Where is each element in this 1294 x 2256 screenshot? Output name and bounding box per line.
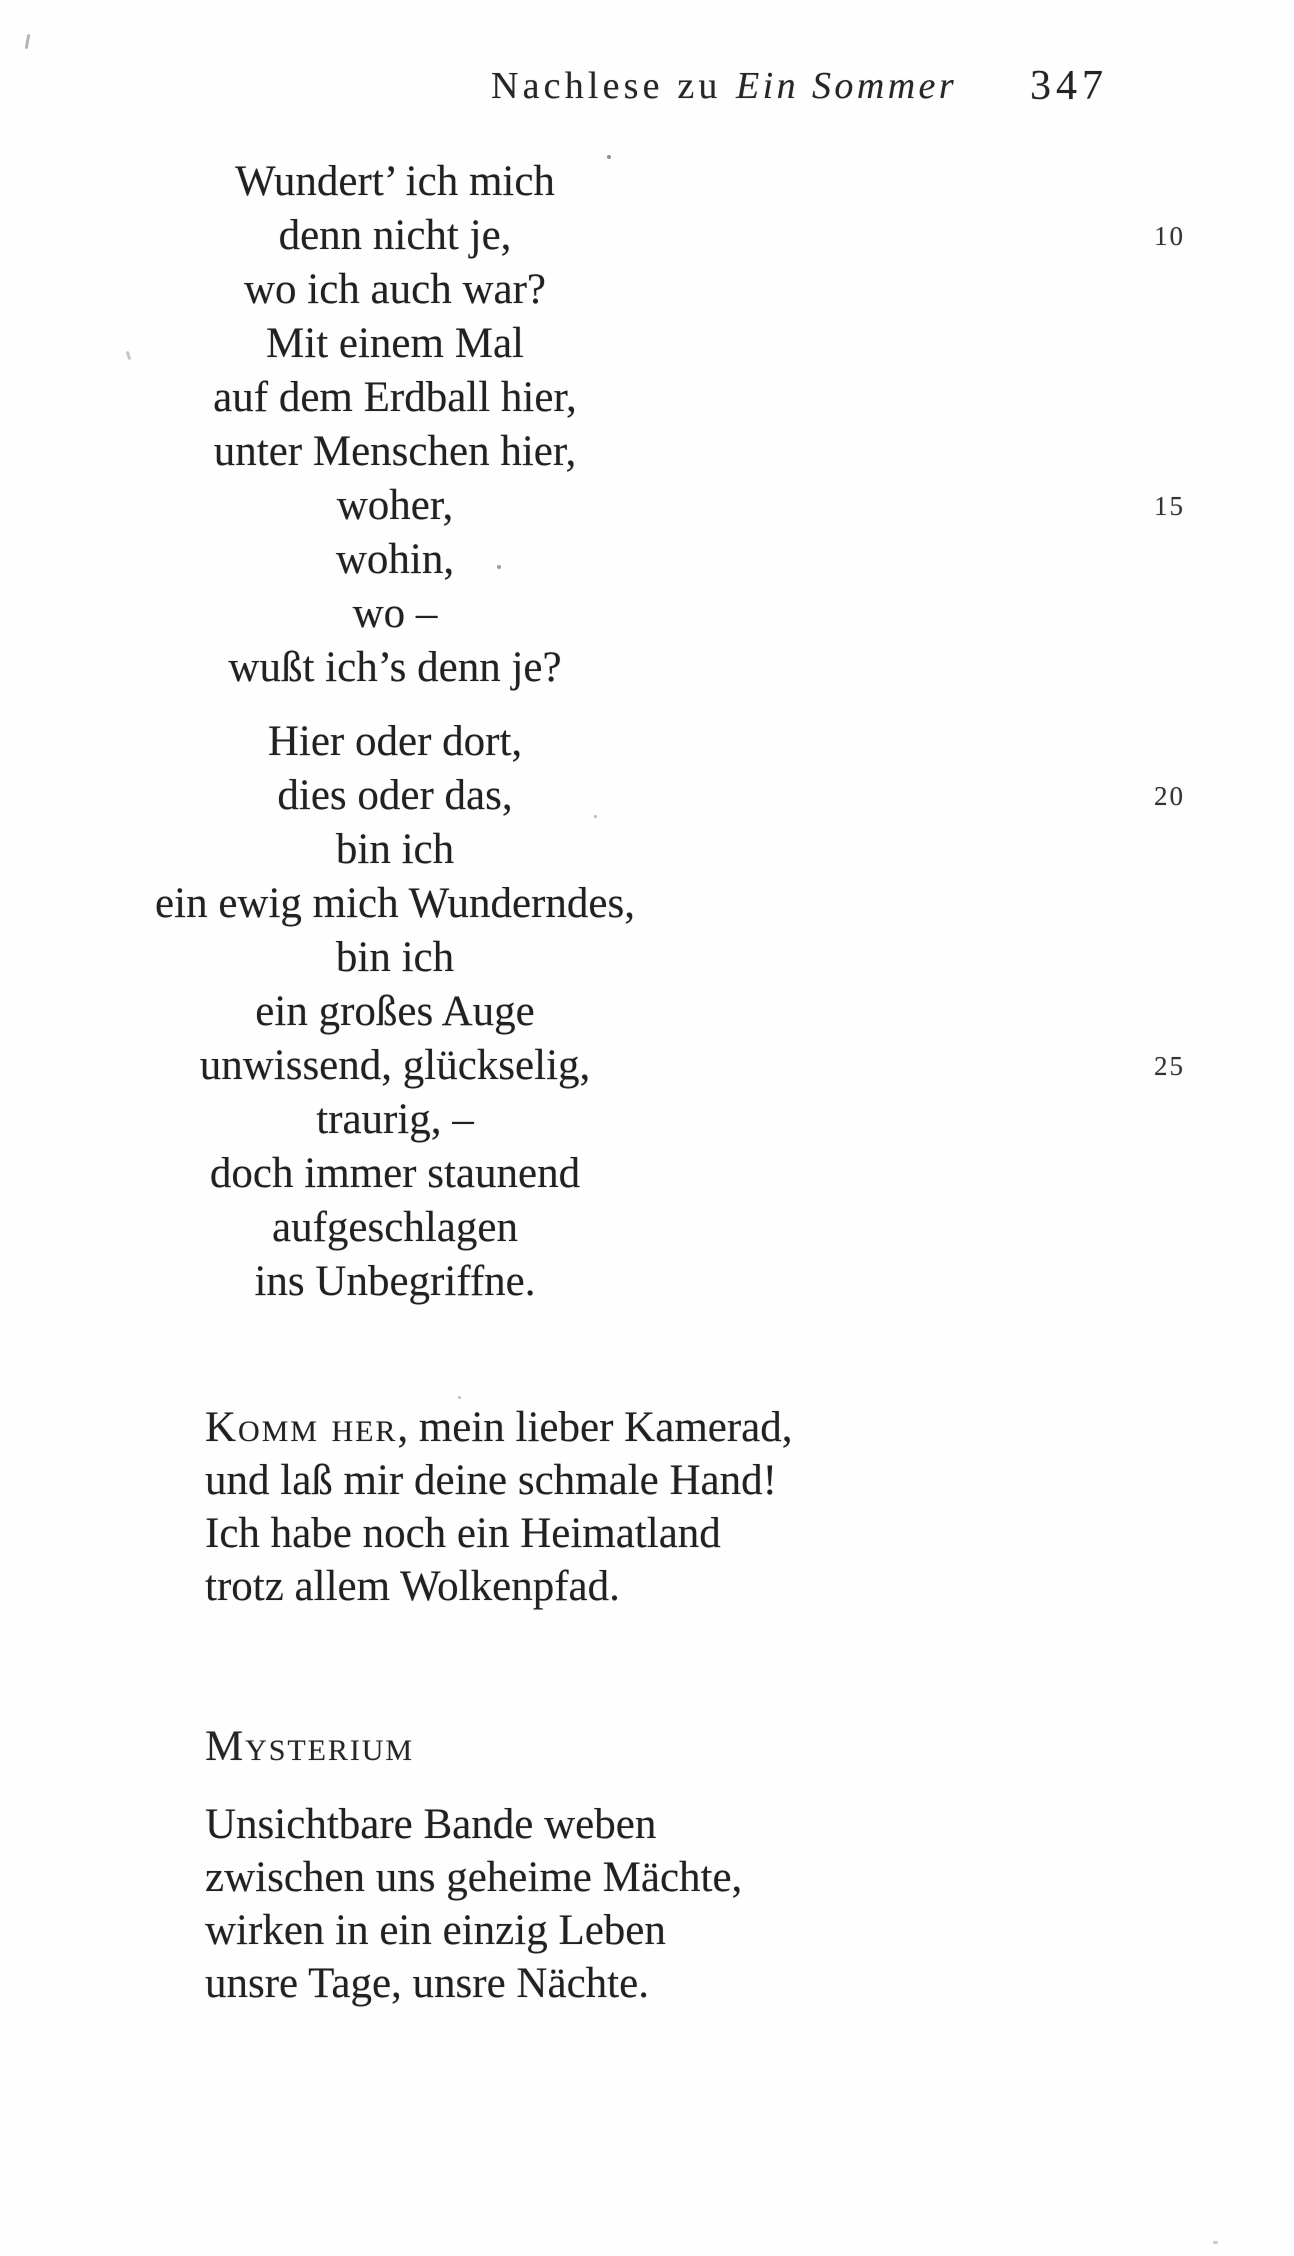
incipit-smallcaps: Komm her [205,1404,398,1451]
running-head-work-title: Ein Sommer [736,65,958,107]
poem-line: bin ich [335,934,455,981]
poem-komm-her [205,1401,793,1613]
poem-line: aufgeschlagen [272,1204,518,1251]
margin-line-number-10: 10 [1154,221,1185,251]
poem-line: bin ich [335,826,455,873]
poem-line: unwissend, glückselig, [199,1042,591,1089]
poem-line: wo – [352,590,438,637]
poem-line: doch immer staunend [209,1150,581,1197]
poem-line: woher, [336,482,454,529]
running-head [491,64,957,108]
poem-line: Unsichtbare Bande weben [205,1801,657,1848]
scan-speckle [607,155,611,159]
scan-speckle [594,815,597,818]
poem-line: ein ewig mich Wunderndes, [155,880,635,927]
poem-line: Wundert’ ich mich [235,158,555,205]
poem-line-incipit [205,1401,793,1454]
poem-stanza-1 [95,155,695,695]
incipit-rest: , mein lieber Kamerad, [397,1404,793,1451]
poem-line: auf dem Erdball hier, [213,374,577,421]
poem-line: Ich habe noch ein Heimatland [205,1510,721,1557]
poem-mysterium-stanza [205,1798,742,2010]
poem-line: wußt ich’s denn je? [228,644,562,691]
poem-line: trotz allem Wolkenpfad. [205,1563,620,1610]
poem-line: zwischen uns geheime Mächte, [205,1854,743,1901]
poem-line: traurig, – [316,1096,474,1143]
poem-title-mysterium: Mysterium [205,1723,414,1770]
poem-line: denn nicht je, [278,212,512,259]
poem-line: ins Unbegriffne. [254,1258,536,1305]
margin-line-number-25: 25 [1154,1051,1185,1081]
page-number: 347 [1030,63,1108,109]
poem-line: und laß mir deine schmale Hand! [205,1457,777,1504]
poem-line: dies oder das, [277,772,513,819]
margin-line-number-15: 15 [1154,491,1185,521]
poem-line: wirken in ein einzig Leben [205,1907,666,1954]
scan-speckle [1213,2241,1218,2244]
poem-line: wohin, [335,536,455,583]
margin-line-number-20: 20 [1154,781,1185,811]
poem-stanza-2 [95,715,695,1309]
scan-speckle [458,1396,461,1399]
scan-speckle [497,565,501,569]
poem-line: Mit einem Mal [266,320,524,367]
running-head-section: Nachlese zu [491,65,722,107]
poem-line: Hier oder dort, [267,718,523,765]
poem-line: wo ich auch war? [243,266,547,313]
poem-line: ein großes Auge [255,988,535,1035]
poem-line: unter Menschen hier, [213,428,577,475]
scan-speckle [25,34,31,49]
poem-komm-her-lines [205,1454,793,1613]
poem-line: unsre Tage, unsre Nächte. [205,1960,649,2007]
